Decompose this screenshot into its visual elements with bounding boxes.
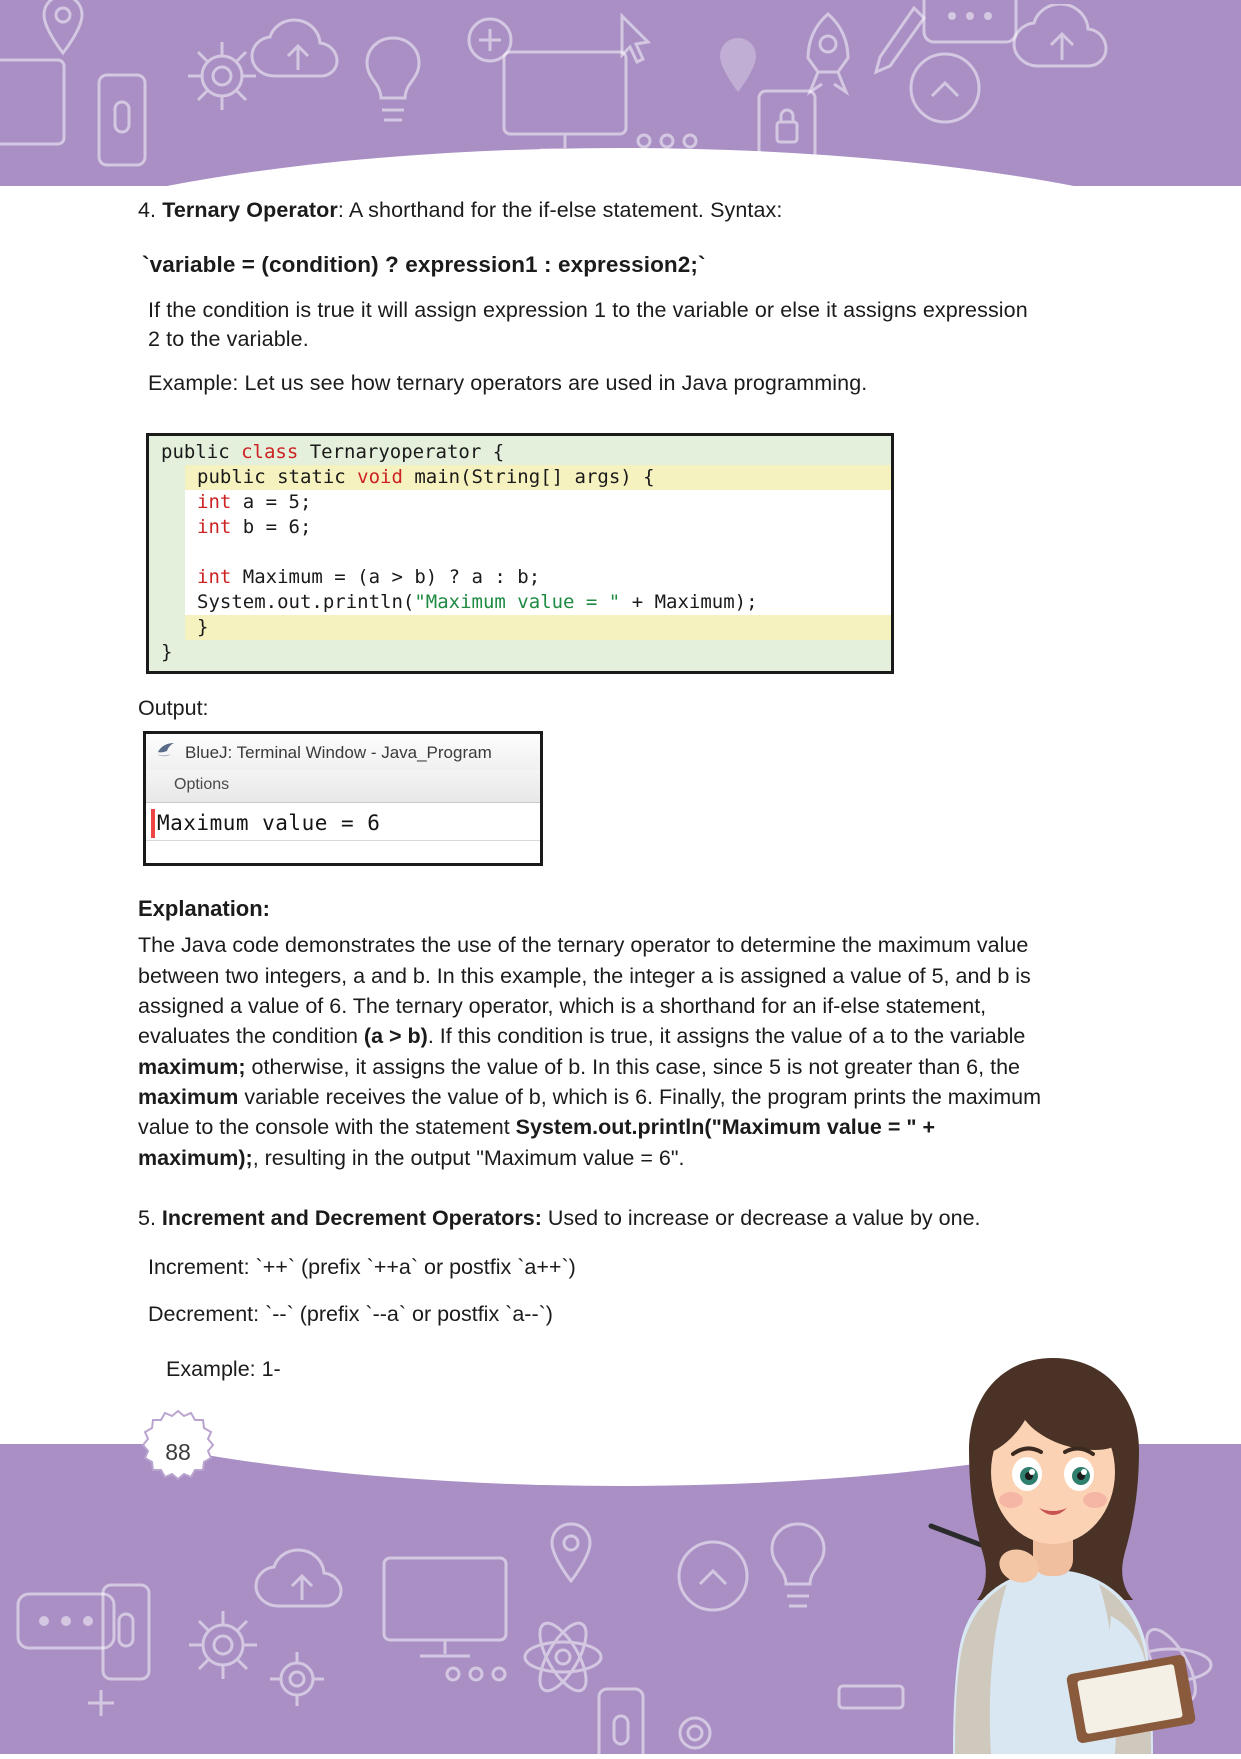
terminal-title-text: BlueJ: Terminal Window - Java_Program [185, 742, 492, 762]
explanation-text-run: , resulting in the output "Maximum value = 6". [252, 1145, 685, 1170]
keyboard-icon [836, 1676, 906, 1716]
section4-syntax: `variable = (condition) ? expression1 : expression2;` [142, 251, 706, 277]
code-token: class [241, 440, 310, 463]
monitor-icon [500, 48, 630, 158]
code-token: void [357, 465, 415, 488]
cloud-icon [660, 1536, 766, 1616]
page-number-text: 88 [165, 1438, 191, 1465]
code-token: Maximum = (a > b) ? a : b; [242, 566, 541, 589]
section4-title: Ternary Operator [162, 198, 338, 222]
section5-title: Increment and Decrement Operators: [161, 1205, 542, 1230]
bluej-app-icon [156, 741, 176, 764]
location-pin-icon [40, 0, 86, 56]
chat-bubble-icon [920, 0, 1020, 56]
monitor-icon [380, 1554, 510, 1664]
code-token: } [197, 616, 209, 639]
code-token: a = 5; [242, 490, 312, 513]
decrement-line: Decrement: `--` (prefix `--a` or postfix `a--`) [148, 1301, 553, 1326]
gear-icon [660, 1698, 730, 1754]
code-token: main(String[] args) { [414, 465, 655, 488]
increment-line: Increment: `++` (prefix `++a` or postfix `a++`) [148, 1254, 576, 1279]
section4-number: 4. [138, 198, 157, 222]
code-token: Ternaryoperator { [309, 440, 505, 463]
smartphone-icon [596, 1686, 646, 1754]
explanation-text-run: variable receives the value of b, which is 6. Finally, the program prints the maximum value to the console with the statement [138, 1084, 1041, 1140]
smartphone-icon [100, 1582, 152, 1682]
location-pin-icon [548, 1522, 594, 1584]
terminal-output-text: Maximum value = 6 [146, 811, 540, 841]
terminal-caret [151, 809, 155, 838]
explanation-text-run: . If this condition is true, it assigns the value of a to the variable [427, 1024, 1026, 1049]
code-token: System.out.println( [197, 591, 415, 614]
code-line [185, 465, 891, 490]
cloud-upload-icon [1010, 4, 1114, 82]
code-line [185, 540, 891, 565]
section5-intro: Used to increase or decrease a value by one. [541, 1205, 981, 1230]
code-token: + Maximum); [620, 591, 758, 614]
output-label: Output: [138, 696, 209, 721]
window-frame-icon [0, 56, 70, 148]
code-token: int [197, 515, 243, 538]
section4-description: If the condition is true it will assign expression 1 to the variable or else it assigns expression 2 to the variable. [148, 297, 1028, 352]
lightbulb-icon [760, 1520, 836, 1624]
lightbulb-icon [356, 34, 430, 134]
gear-icon [260, 1642, 334, 1716]
terminal-title-bar [146, 734, 540, 770]
code-token [197, 541, 208, 563]
explanation-bold-run: maximum [138, 1084, 239, 1109]
explanation-paragraph [138, 930, 1043, 1173]
code-token: public [161, 440, 242, 463]
dots-menu-icon [438, 1658, 514, 1690]
section5-example-line: Example: 1- [166, 1356, 281, 1381]
code-token: int [197, 490, 243, 513]
section4-example-intro: Example: Let us see how ternary operators are used in Java programming. [148, 370, 868, 395]
bluej-terminal-window [143, 731, 543, 866]
section4-intro: : A shorthand for the if-else statement. Syntax: [337, 198, 783, 222]
section5-number: 5. [138, 1205, 156, 1230]
explanation-bold-run: maximum; [138, 1054, 246, 1079]
code-token: "Maximum value = " [414, 591, 621, 614]
terminal-options-menu[interactable]: Options [146, 770, 540, 803]
explanation-text-run: otherwise, it assigns the value of b. In this case, since 5 is not greater than 6, the [245, 1054, 1020, 1079]
atom-icon [520, 1614, 606, 1700]
code-line [185, 590, 891, 615]
pencil-icon [870, 2, 930, 82]
smartphone-icon [96, 72, 148, 168]
cloud-upload-icon [252, 1546, 352, 1620]
teacher-character-illustration [903, 1334, 1203, 1754]
code-line [185, 515, 891, 540]
explanation-bold-run: System.out.println("Maximum value = " + maximum); [138, 1115, 936, 1170]
explanation-heading: Explanation: [138, 896, 271, 922]
code-token: int [197, 566, 243, 589]
code-token: } [161, 641, 173, 664]
code-line [149, 440, 891, 465]
cloud-upload-icon [248, 18, 348, 90]
code-line [185, 565, 891, 590]
section5-heading-line [138, 1203, 1043, 1233]
page-number-badge [135, 1409, 221, 1495]
page-content [138, 196, 1043, 1382]
cursor-arrow-icon [616, 12, 656, 64]
terminal-output-body [146, 803, 540, 863]
top-decorative-banner [0, 0, 1241, 186]
code-line [149, 640, 891, 665]
explanation-bold-run: (a > b) [363, 1024, 428, 1049]
code-token: b = 6; [242, 515, 312, 538]
banner-curve-top [0, 148, 1241, 186]
java-code-block [146, 433, 894, 675]
code-line [185, 490, 891, 515]
code-lines-container [149, 440, 891, 666]
plus-icon [80, 1682, 122, 1724]
location-pin-icon [716, 36, 760, 96]
explanation-text-run: The Java code demonstrates the use of the ternary operator to determine the maximum value between two integers, a and b. In this example, the integer a is assigned a value of 5, and b is assigned a value of 6. The ternary operator, which is a shorthand for an if-else statement, evaluates the condition [138, 933, 1031, 1049]
code-token: public static [197, 465, 358, 488]
code-line [185, 615, 891, 640]
section4-heading-line [138, 196, 1043, 226]
